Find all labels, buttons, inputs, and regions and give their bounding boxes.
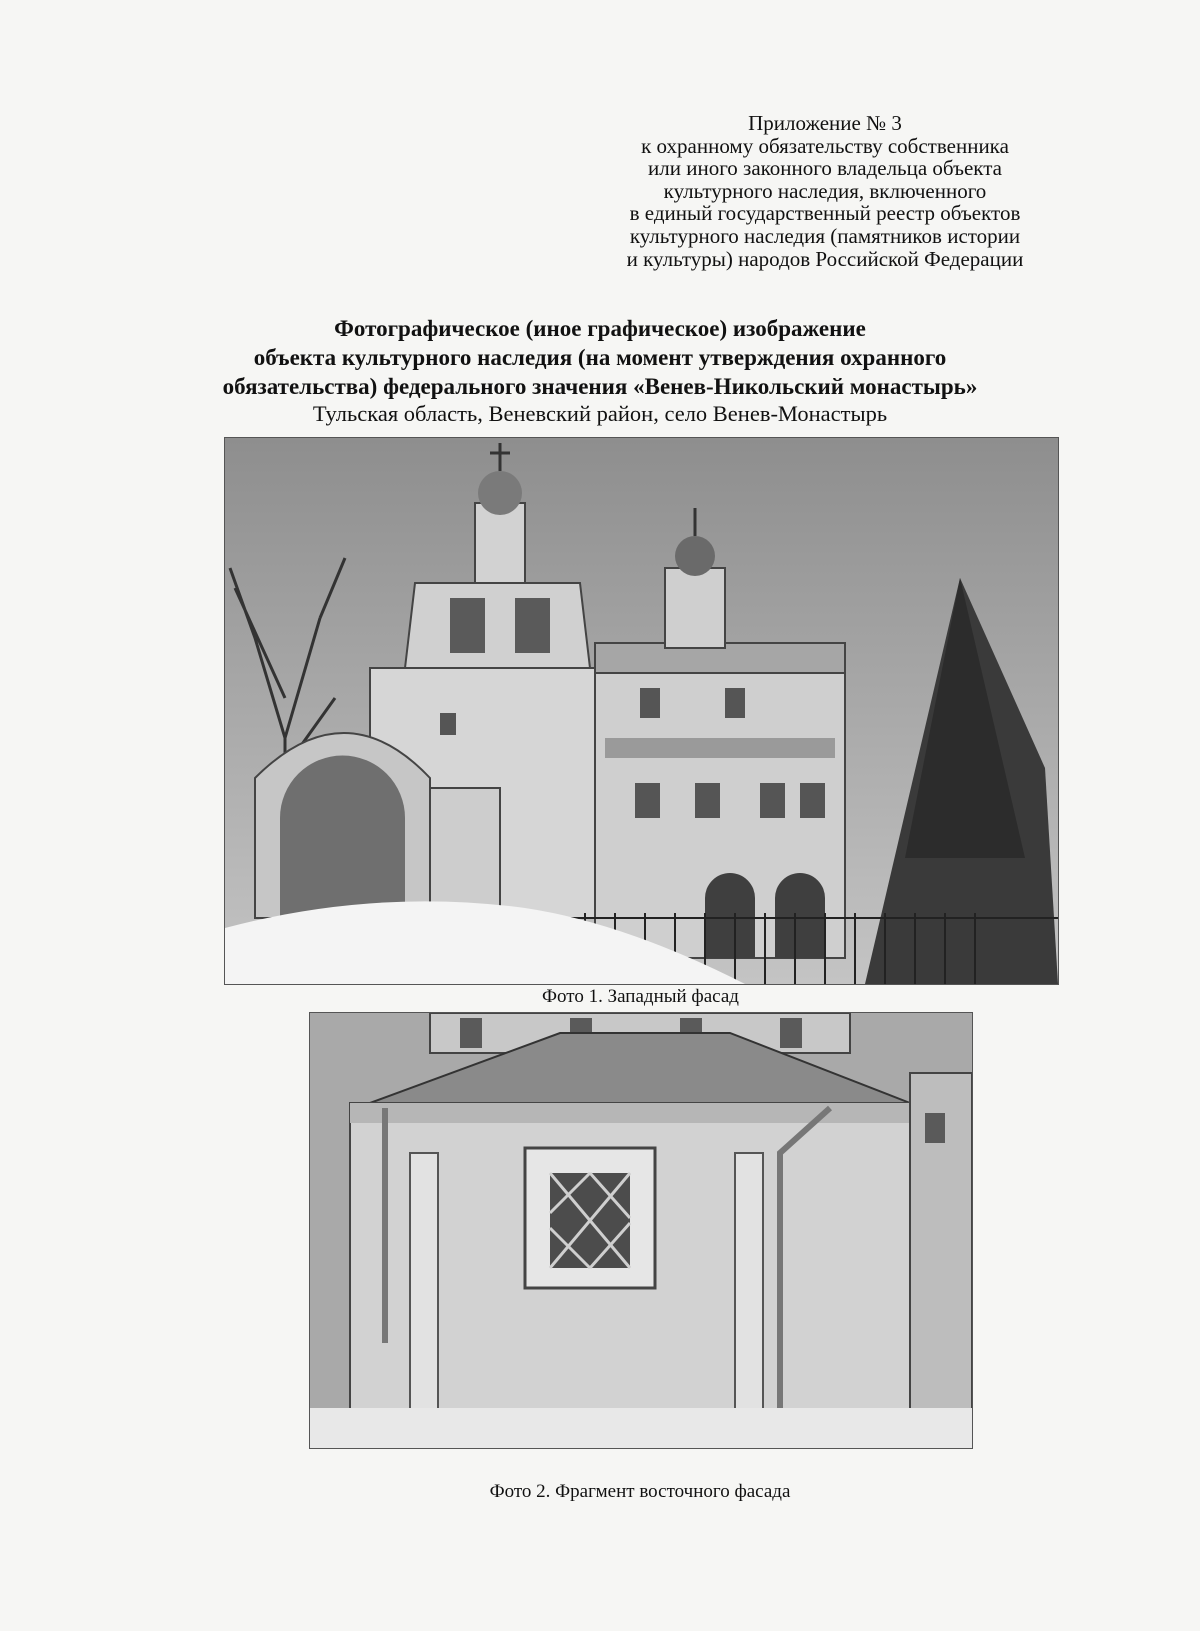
photo-caption: Фото 1. Западный фасад bbox=[542, 986, 739, 1007]
appendix-line: в единый государственный реестр объектов bbox=[629, 201, 1021, 226]
appendix-line: или иного законного владельца объекта bbox=[648, 156, 1002, 181]
heading-title-line: обязательства) федерального значения «Венев-Никольский монастырь» bbox=[222, 374, 978, 399]
photo-caption: Фото 2. Фрагмент восточного фасада bbox=[489, 1481, 791, 1502]
appendix-line: к охранному обязательству собственника bbox=[641, 133, 1009, 158]
heading-location: Тульская область, Веневский район, село Венев-Монастырь bbox=[312, 401, 888, 426]
appendix-line: и культуры) народов Российской Федерации bbox=[626, 246, 1024, 271]
photo-western-facade bbox=[224, 437, 1059, 985]
appendix-line: культурного наследия, включенного bbox=[663, 178, 987, 203]
heading-title-line: Фотографическое (иное графическое) изображение bbox=[334, 316, 866, 341]
document-heading bbox=[150, 314, 1050, 427]
appendix-line: Приложение № 3 bbox=[748, 111, 902, 135]
photo-eastern-facade-fragment bbox=[309, 1012, 973, 1449]
appendix-line: культурного наследия (памятников истории bbox=[629, 223, 1021, 248]
heading-title-line: объекта культурного наследия (на момент утверждения охранного bbox=[253, 345, 947, 370]
appendix-header bbox=[580, 112, 1070, 270]
